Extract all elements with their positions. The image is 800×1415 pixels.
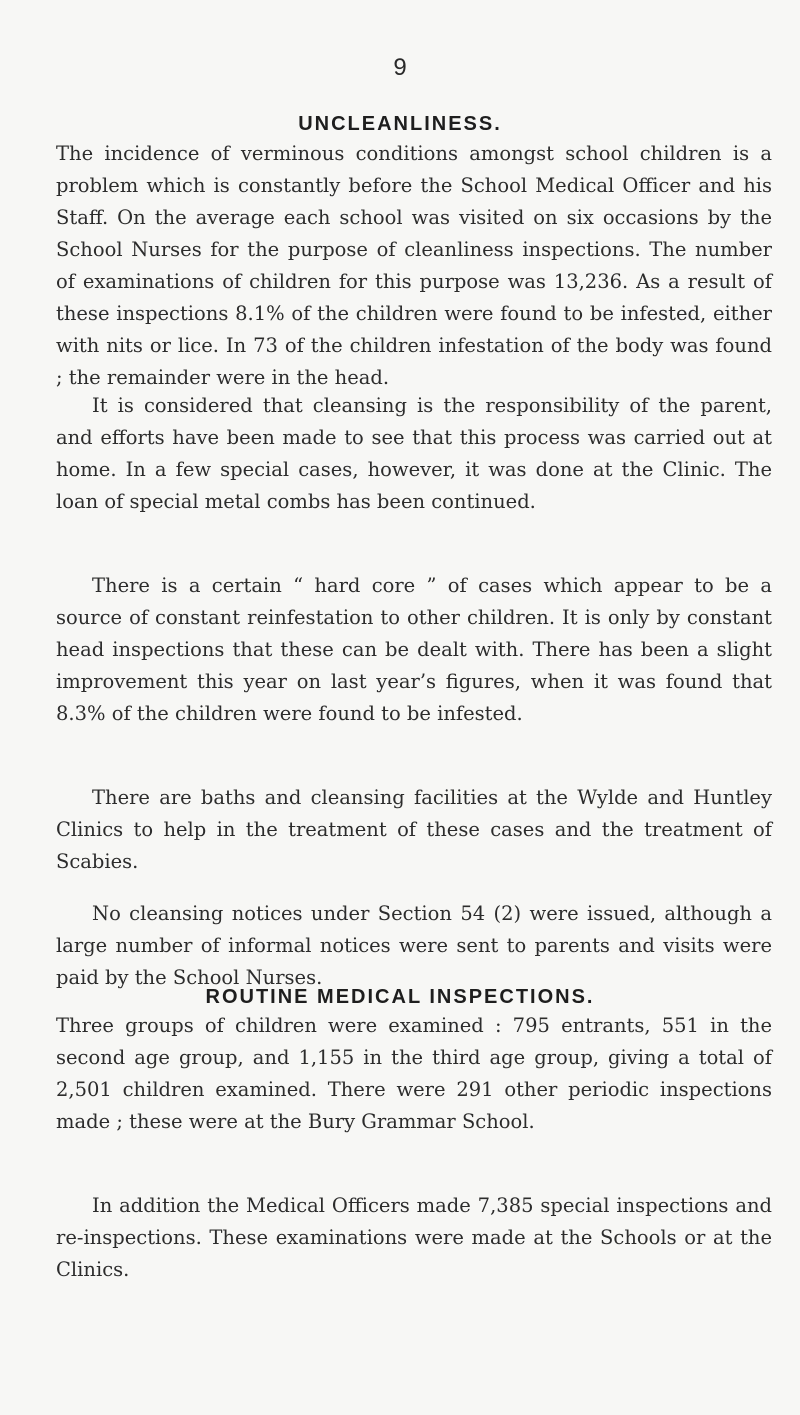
- paragraph: No cleansing notices under Section 54 (2) were issued, although a large number of informal notices were sent to parents and visits were paid by the School Nurses.: [56, 902, 772, 989]
- paragraph: Three groups of children were examined : 795 entrants, 551 in the second age group, and 1,155 in the third age group, giving a total of 2,501 children examined. There were 291 other periodic inspections made ; these were at the Bury Grammar School.: [56, 1014, 772, 1133]
- section-heading-uncleanliness: UNCLEANLINESS.: [298, 113, 502, 135]
- section-heading-routine-medical-inspections: ROUTINE MEDICAL INSPECTIONS.: [205, 986, 595, 1008]
- paragraph: It is considered that cleansing is the responsibility of the parent, and efforts have been made to see that this process was carried out at home. In a few special cases, however, it was done at the Clinic. The loan of special metal combs has been continued.: [56, 394, 772, 513]
- paragraph: There is a certain “ hard core ” of cases which appear to be a source of constant reinfestation to other children. It is only by constant head inspections that these can be dealt with. There has been a slight improvement this year on last year’s figures, when it was found that 8.3% of the children were found to be infested.: [56, 574, 772, 725]
- paragraph: There are baths and cleansing facilities at the Wylde and Huntley Clinics to help in the treatment of these cases and the treatment of Scabies.: [56, 786, 772, 873]
- paragraph: The incidence of verminous conditions amongst school children is a problem which is constantly before the School Medical Officer and his Staff. On the average each school was visited on six occasions by the School Nurses for the purpose of cleanliness inspections. The number of examinations of children for this purpose was 13,236. As a result of these inspections 8.1% of the children were found to be infested, either with nits or lice. In 73 of the children infestation of the body was found ; the remainder were in the head.: [56, 142, 772, 389]
- paragraph: In addition the Medical Officers made 7,385 special inspections and re-inspections. These examinations were made at the Schools or at the Clinics.: [56, 1194, 772, 1281]
- page-number: 9: [393, 54, 407, 81]
